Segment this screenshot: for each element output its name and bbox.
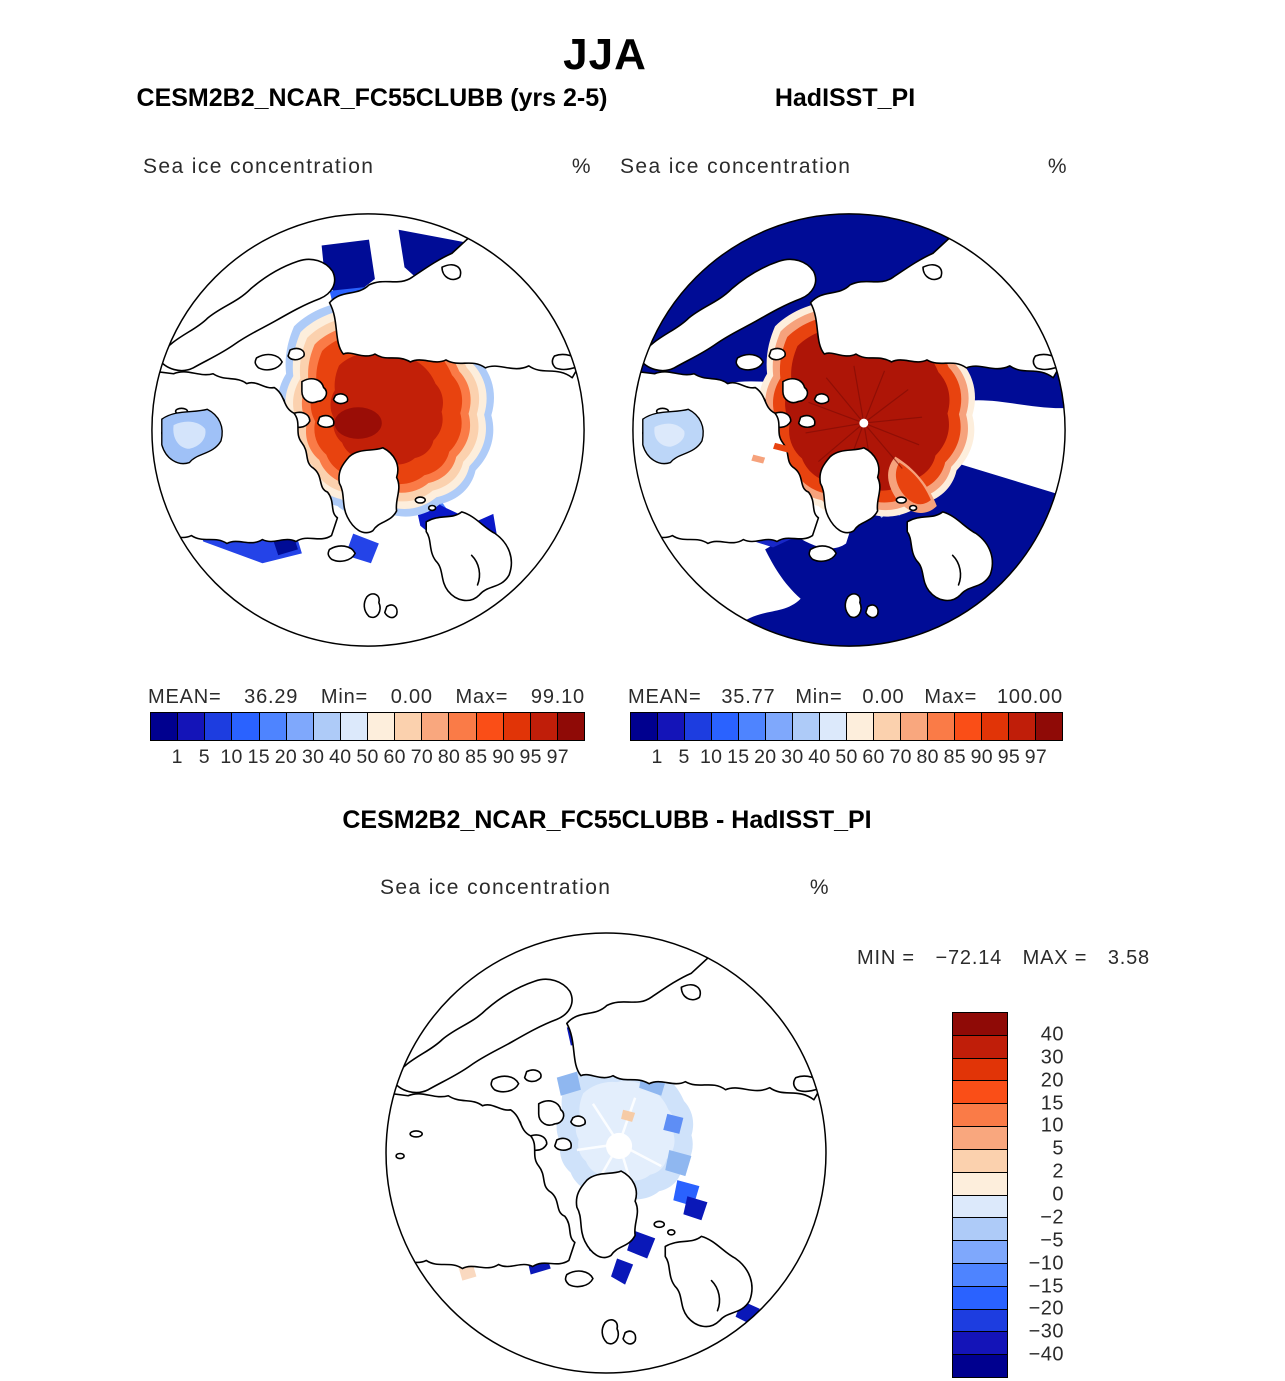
- colorbar-cell: [286, 713, 313, 740]
- colorbar-cell: [953, 1172, 1007, 1195]
- colorbar-tick-label: 40: [1040, 1023, 1064, 1046]
- obs-colorbar-ticks: [630, 746, 1063, 768]
- colorbar-cell: [394, 713, 421, 740]
- colorbar-tick-label: 15: [727, 746, 750, 768]
- pole-hole-dot: [606, 1133, 632, 1159]
- colorbar-tick-label: 2: [1052, 1160, 1064, 1183]
- colorbar-cell: [953, 1240, 1007, 1263]
- max-value: 3.58: [1107, 947, 1150, 969]
- colorbar-tick-label: 1: [171, 746, 183, 768]
- mean-value: 35.77: [721, 686, 776, 708]
- colorbar-cell: [313, 713, 340, 740]
- colorbar-tick-label: 0: [1052, 1183, 1064, 1206]
- colorbar-tick-label: −40: [1028, 1343, 1064, 1366]
- colorbar-tick-label: 15: [1040, 1092, 1064, 1114]
- colorbar-tick-label: 50: [835, 746, 858, 768]
- colorbar-cell: [953, 1217, 1007, 1240]
- colorbar-cell: [953, 1149, 1007, 1172]
- colorbar-cell: [530, 713, 557, 740]
- model-units-label: %: [571, 155, 592, 178]
- model-colorbar-ticks: [150, 746, 585, 768]
- colorbar-cell: [204, 713, 231, 740]
- colorbar-cell: [953, 1195, 1007, 1218]
- colorbar-tick-label: 10: [700, 746, 723, 768]
- max-value: 100.00: [996, 686, 1063, 708]
- colorbar-tick-label: 30: [1040, 1046, 1064, 1069]
- colorbar-cell: [448, 713, 475, 740]
- colorbar-tick-label: 5: [198, 746, 210, 768]
- colorbar-cell: [953, 1309, 1007, 1332]
- obs-colorbar: [630, 712, 1063, 741]
- diff-sea-ice-map: [380, 927, 832, 1379]
- min-value: −72.14: [935, 947, 1003, 969]
- colorbar-tick-label: 5: [1052, 1137, 1064, 1160]
- colorbar-tick-label: 80: [916, 746, 939, 768]
- colorbar-cell: [631, 713, 657, 740]
- model-field-label-row: [143, 155, 592, 179]
- colorbar-cell: [557, 713, 584, 740]
- colorbar-tick-label: −2: [1040, 1206, 1064, 1229]
- colorbar-tick-label: −10: [1028, 1252, 1064, 1275]
- colorbar-cell: [900, 713, 927, 740]
- colorbar-cell: [954, 713, 981, 740]
- colorbar-tick-label: 95: [997, 746, 1021, 768]
- diff-field-label-row: [380, 876, 830, 900]
- mean-value: 36.29: [244, 686, 299, 708]
- diff-minmax-row: [857, 947, 1150, 970]
- colorbar-cell: [367, 713, 394, 740]
- colorbar-tick-label: 50: [356, 746, 379, 768]
- colorbar-tick-label: 30: [781, 746, 804, 768]
- obs-sea-ice-map: [627, 208, 1071, 652]
- colorbar-cell: [259, 713, 286, 740]
- min-value: 0.00: [390, 686, 433, 708]
- colorbar-tick-label: −15: [1028, 1275, 1064, 1297]
- colorbar-cell: [846, 713, 873, 740]
- obs-panel-title: HadISST_PI: [774, 84, 916, 112]
- colorbar-tick-label: 10: [220, 746, 243, 768]
- colorbar-cell: [953, 1013, 1007, 1035]
- colorbar-cell: [340, 713, 367, 740]
- colorbar-cell: [1008, 713, 1035, 740]
- colorbar-tick-label: 90: [970, 746, 993, 768]
- diff-colorbar: [952, 1012, 1008, 1378]
- colorbar-cell: [819, 713, 846, 740]
- colorbar-tick-label: 15: [247, 746, 270, 768]
- colorbar-tick-label: 95: [519, 746, 542, 768]
- colorbar-cell: [1035, 713, 1062, 740]
- colorbar-cell: [503, 713, 530, 740]
- obs-field-label: Sea ice concentration: [620, 155, 852, 178]
- colorbar-cell: [953, 1058, 1007, 1081]
- colorbar-cell: [953, 1286, 1007, 1309]
- colorbar-cell: [421, 713, 448, 740]
- colorbar-cell: [177, 713, 204, 740]
- colorbar-cell: [953, 1263, 1007, 1286]
- min-value: 0.00: [862, 686, 905, 708]
- colorbar-tick-label: 60: [383, 746, 406, 768]
- colorbar-cell: [953, 1080, 1007, 1103]
- colorbar-cell: [711, 713, 738, 740]
- colorbar-tick-label: 97: [1024, 746, 1048, 768]
- model-panel-title: CESM2B2_NCAR_FC55CLUBB (yrs 2-5): [136, 84, 608, 112]
- season-title: JJA: [563, 30, 647, 79]
- colorbar-tick-label: 40: [808, 746, 831, 768]
- min-label: MIN =: [857, 947, 915, 969]
- colorbar-tick-label: 30: [301, 746, 325, 768]
- diff-colorbar-labels: [1014, 1012, 1064, 1378]
- colorbar-tick-label: −30: [1028, 1320, 1064, 1343]
- pole-hole-dot: [859, 419, 868, 428]
- colorbar-cell: [953, 1103, 1007, 1126]
- colorbar-cell: [151, 713, 177, 740]
- colorbar-cell: [981, 713, 1008, 740]
- colorbar-tick-label: 20: [754, 746, 777, 768]
- colorbar-tick-label: 20: [1040, 1069, 1064, 1092]
- colorbar-tick-label: 10: [1040, 1114, 1064, 1137]
- colorbar-tick-label: 20: [274, 746, 298, 768]
- min-label: Min=: [320, 686, 369, 708]
- colorbar-tick-label: 1: [651, 746, 663, 768]
- colorbar-cell: [657, 713, 684, 740]
- diff-field-label: Sea ice concentration: [380, 876, 612, 899]
- max-label: Max=: [455, 686, 509, 708]
- colorbar-cell: [953, 1331, 1007, 1354]
- model-field-label: Sea ice concentration: [143, 155, 375, 178]
- colorbar-cell: [953, 1035, 1007, 1058]
- obs-field-label-row: [620, 155, 1068, 179]
- colorbar-tick-label: 90: [492, 746, 515, 768]
- model-colorbar: [150, 712, 585, 741]
- colorbar-cell: [684, 713, 711, 740]
- colorbar-cell: [792, 713, 819, 740]
- colorbar-cell: [231, 713, 258, 740]
- mean-label: MEAN=: [628, 686, 702, 708]
- model-stats-row: [148, 686, 585, 709]
- obs-units-label: %: [1047, 155, 1068, 178]
- max-value: 99.10: [530, 686, 585, 708]
- mean-label: MEAN=: [148, 686, 222, 708]
- colorbar-cell: [953, 1354, 1007, 1377]
- diff-units-label: %: [809, 876, 830, 899]
- colorbar-tick-label: 80: [437, 746, 461, 768]
- colorbar-tick-label: 85: [465, 746, 488, 768]
- colorbar-tick-label: 97: [546, 746, 569, 768]
- colorbar-cell: [765, 713, 792, 740]
- colorbar-tick-label: 40: [329, 746, 352, 768]
- colorbar-cell: [953, 1126, 1007, 1149]
- colorbar-cell: [738, 713, 765, 740]
- colorbar-tick-label: −5: [1040, 1229, 1064, 1252]
- obs-stats-row: [628, 686, 1063, 709]
- colorbar-tick-label: 70: [889, 746, 912, 768]
- colorbar-cell: [873, 713, 900, 740]
- colorbar-tick-label: 60: [862, 746, 885, 768]
- model-sea-ice-map: [146, 208, 590, 652]
- colorbar-cell: [476, 713, 503, 740]
- max-label: Max=: [924, 686, 978, 708]
- min-label: Min=: [795, 686, 843, 708]
- colorbar-tick-label: 85: [943, 746, 966, 768]
- colorbar-tick-label: 70: [410, 746, 434, 768]
- diff-panel-title: CESM2B2_NCAR_FC55CLUBB - HadISST_PI: [342, 806, 872, 834]
- colorbar-tick-label: 5: [678, 746, 690, 768]
- colorbar-tick-label: −20: [1028, 1297, 1064, 1320]
- colorbar-cell: [927, 713, 954, 740]
- max-label: MAX =: [1022, 947, 1088, 969]
